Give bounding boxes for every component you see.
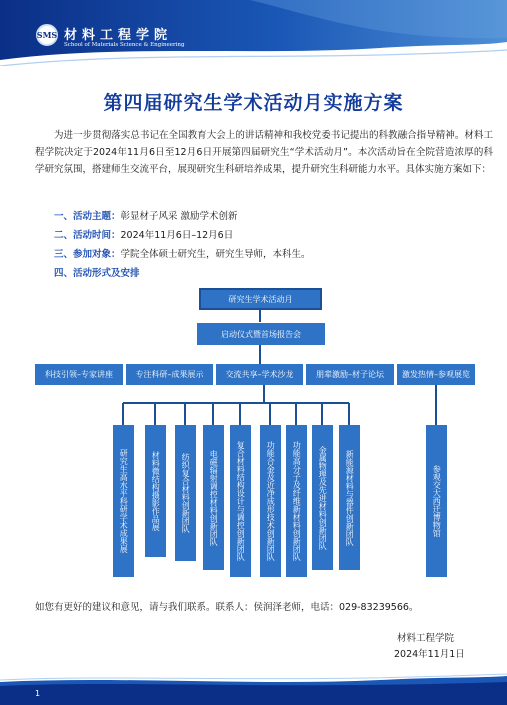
chart-subitem-box: 电磁辐射调控材料创新团队 xyxy=(203,425,224,570)
chart-subitem-box: 研究生高水平科研学术成果展 xyxy=(113,425,134,577)
item-audience xyxy=(54,246,311,260)
chart-category-box: 激发热情–参观展览 xyxy=(397,364,475,385)
chart-subitem-box: 复合材料结构设计与调控创新团队 xyxy=(230,425,251,577)
chart-category-box: 交流共享–学术沙龙 xyxy=(216,364,303,385)
chart-subitem-box: 纺织复合材料创新团队 xyxy=(175,425,196,561)
item-format xyxy=(54,265,140,279)
chart-subitem-box: 功能合金及近净成形技术创新团队 xyxy=(260,425,281,577)
item-theme xyxy=(54,208,238,222)
item-time xyxy=(54,227,233,241)
intro-paragraph: 为进一步贯彻落实总书记在全国教育大会上的讲话精神和我校党委书记提出的科教融合指导精神。材料工程学院决定于2024年11月6日至12月6日开展第四届研究生“学术活动月”。本次活动旨在全院营造浓厚的科学研究氛围，搭建师生交流平台，展现研究生科研培养成果，提升研究生科研能力水平。具体实施方案如下： xyxy=(35,130,493,176)
school-name-cn: 材料工程学院 xyxy=(64,28,173,43)
chart-subitem-box: 参观交大西迁博物馆 xyxy=(426,425,447,577)
school-name-en: School of Materials Science & Engineering xyxy=(64,42,185,48)
item-format-label: 四、活动形式及安排 xyxy=(54,268,140,279)
signature-org: 材料工程学院 xyxy=(397,633,455,644)
chart-category-box: 朋辈激励–材子论坛 xyxy=(306,364,394,385)
item-theme-value: 彰显材子风采 激励学术创新 xyxy=(120,211,238,222)
chart-subitem-box: 功能高分子及纤维新材料创新团队 xyxy=(286,425,307,577)
header-banner xyxy=(0,0,507,66)
chart-subitem-box: 新能源材料与器件创新团队 xyxy=(339,425,360,570)
chart-subitem-box: 金属物理及先进材料创新团队 xyxy=(312,425,333,570)
item-audience-value: 学院全体硕士研究生，研究生导师，本科生。 xyxy=(120,249,311,260)
signature-date: 2024年11月1日 xyxy=(394,649,465,660)
chart-category-box: 专注科研–成果展示 xyxy=(126,364,213,385)
chart-kickoff-box: 启动仪式暨首场报告会 xyxy=(197,323,325,345)
chart-subitem-box: 材料微结构摄影作品展 xyxy=(145,425,166,557)
item-time-value: 2024年11月6日–12月6日 xyxy=(120,230,234,241)
school-logo: SMS xyxy=(36,24,58,46)
footer-wave xyxy=(0,672,507,705)
item-time-label: 二、活动时间： xyxy=(54,230,121,241)
chart-root-box: 研究生学术活动月 xyxy=(199,288,322,310)
page-number: 1 xyxy=(35,689,41,698)
contact-info: 如您有更好的建议和意见，请与我们联系。联系人：侯润泽老师，电话：029-83239566。 xyxy=(35,602,419,613)
chart-category-box: 科技引领–专家讲座 xyxy=(35,364,123,385)
item-audience-label: 三、参加对象： xyxy=(54,249,121,260)
page-title: 第四届研究生学术活动月实施方案 xyxy=(103,92,404,114)
item-theme-label: 一、活动主题： xyxy=(54,211,121,222)
